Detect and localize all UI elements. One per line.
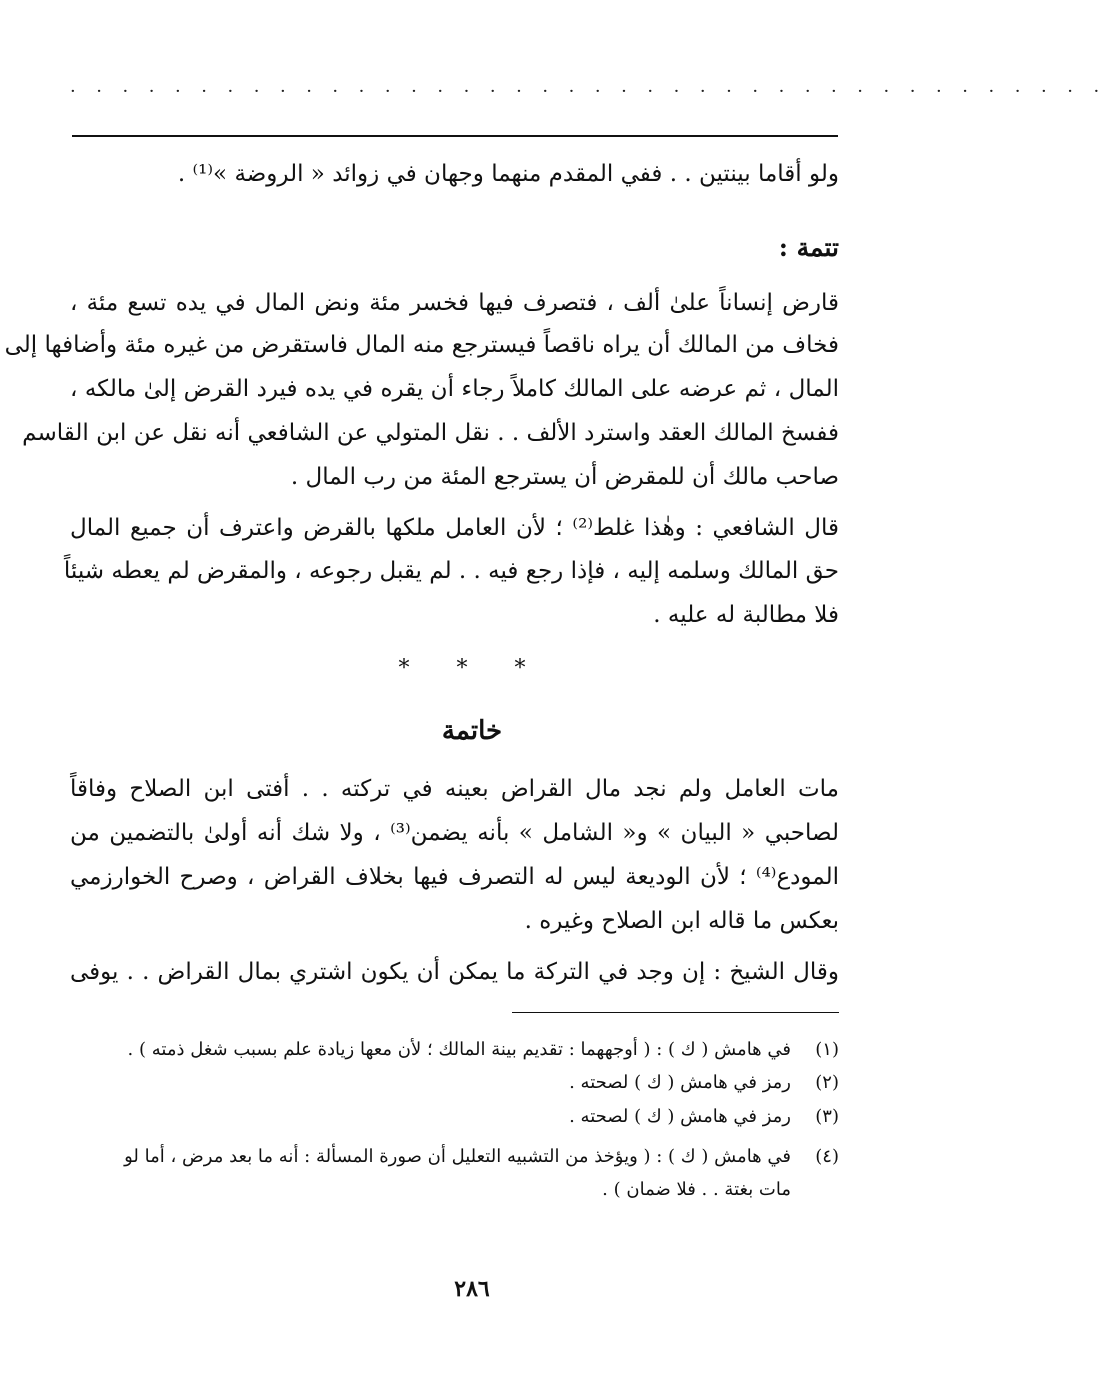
paragraph-line: فلا مطالبة له عليه . (653, 602, 839, 628)
section-heading-tatimma: تتمة : (778, 233, 839, 262)
paragraph-line: وقال الشيخ : إن وجد في التركة ما يمكن أن يكون اشتري بمال القراض . . يوفى (70, 959, 839, 985)
footnote-number: (٤) (815, 1146, 839, 1167)
footnote-number: (٣) (815, 1106, 839, 1127)
paragraph-line: قارض إنساناً علىٰ ألف ، فتصرف فيها فخسر مئة ونض المال في يده تسع مئة ، (70, 290, 839, 316)
section-separator: * * * (398, 656, 546, 681)
footnote-text: رمز في هامش ( ك ) لصحته . (569, 1106, 791, 1127)
footnote-2 (70, 1069, 839, 1099)
footnote-4-continuation: مات بغتة . . فلا ضمان ) . (602, 1179, 791, 1200)
footnote-4 (70, 1143, 839, 1173)
paragraph-line: حق المالك وسلمه إليه ، فإذا رجع فيه . . لم يقبل رجوعه ، والمقرض لم يعطه شيئاً (63, 558, 839, 584)
page-number: ٢٨٦ (454, 1276, 490, 1302)
paragraph-line: فخاف من المالك أن يراه ناقصاً فيسترجع منه المال فاستقرض من غيره مئة وأضافها إلى (4, 332, 839, 358)
footnote-number: (١) (815, 1039, 839, 1060)
section-heading-khatima: خاتمة (441, 716, 503, 746)
footnote-3 (70, 1103, 839, 1133)
intro-line: ولو أقاما بينتين . . ففي المقدم منهما وجهان في زوائد « الروضة »⁽¹⁾ . (177, 161, 839, 187)
paragraph-line: المودع⁽⁴⁾ ؛ لأن الوديعة ليس له التصرف فيها بخلاف القراض ، وصرح الخوارزمي (70, 864, 839, 890)
paragraph-line: المال ، ثم عرضه على المالك كاملاً رجاء أن يقره في يده فيرد القرض إلىٰ مالكه ، (70, 376, 839, 402)
footnote-number: (٢) (815, 1072, 839, 1093)
header-rule (72, 135, 838, 137)
footnote-text: في هامش ( ك ) : ( ويؤخذ من التشبيه التعليل أن صورة المسألة : أنه ما بعد مرض ، أما لو (124, 1146, 791, 1167)
paragraph-line: بعكس ما قاله ابن الصلاح وغيره . (524, 908, 839, 934)
footnote-rule (512, 1012, 839, 1013)
paragraph-line: قال الشافعي : وهٰذا غلط⁽²⁾ ؛ لأن العامل ملكها بالقرض واعترف أن جميع المال (70, 515, 839, 541)
header-dotted-line: · · · · · · · · · · · · · · · · · · · · · · · · · · · · · · · · · · · · · · · · (70, 81, 1107, 102)
paragraph-line: ففسخ المالك العقد واسترد الألف . . نقل المتولي عن الشافعي أنه نقل عن ابن القاسم (22, 420, 839, 446)
footnote-text: في هامش ( ك ) : ( أوجههما : تقديم بينة المالك ؛ لأن معها زيادة علم بسبب شغل ذمته ) . (127, 1039, 791, 1060)
footnote-text: رمز في هامش ( ك ) لصحته . (569, 1072, 791, 1093)
footnote-1 (70, 1036, 839, 1066)
paragraph-line: لصاحبي « البيان » و« الشامل » بأنه يضمن⁽³⁾ ، ولا شك أنه أولىٰ بالتضمين من (70, 820, 839, 846)
paragraph-line: مات العامل ولم نجد مال القراض بعينه في تركته . . أفتى ابن الصلاح وفاقاً (70, 776, 839, 802)
paragraph-line: صاحب مالك أن للمقرض أن يسترجع المئة من رب المال . (290, 464, 839, 490)
